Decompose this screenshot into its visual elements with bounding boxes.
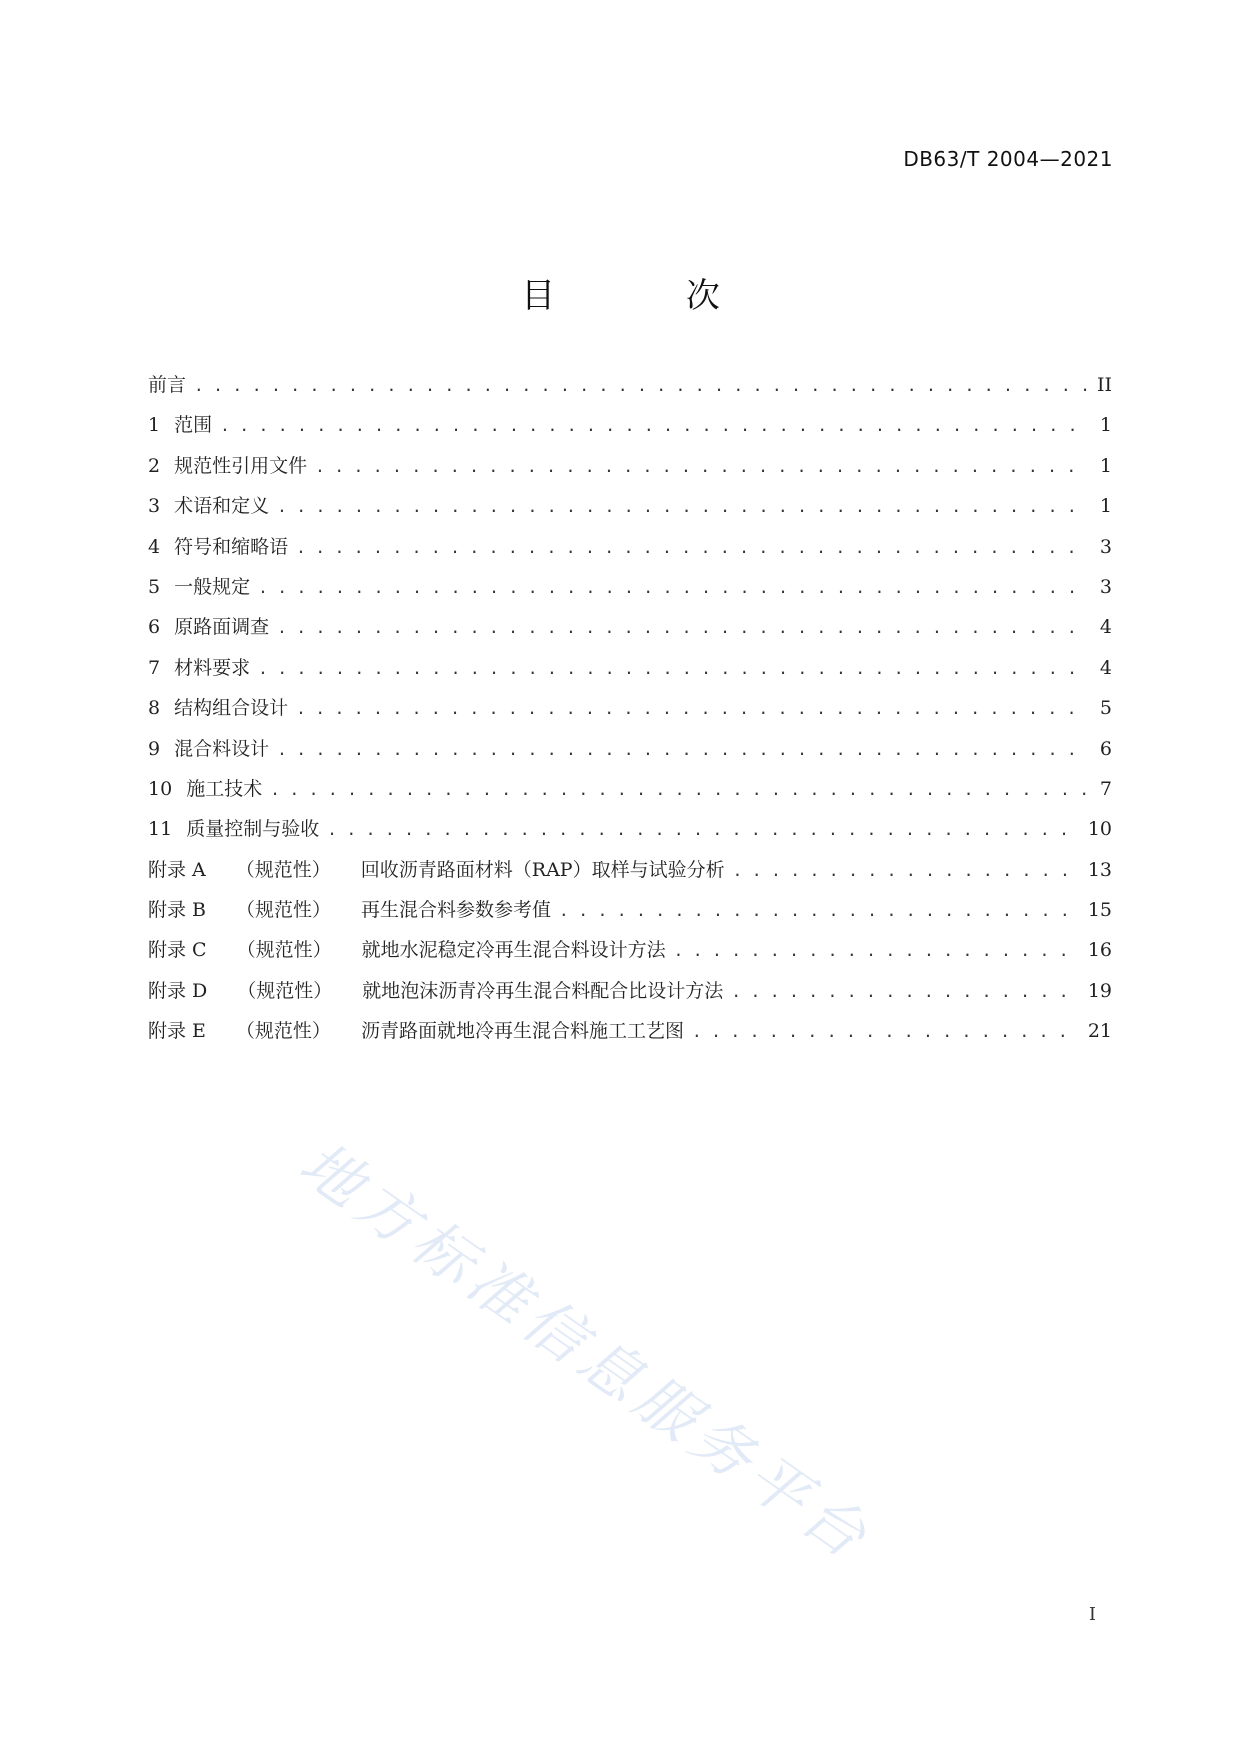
toc-leader-dots <box>277 497 1088 516</box>
toc-entry-1[interactable] <box>148 410 1112 450</box>
toc-appendix-number: 附录 C <box>148 939 207 962</box>
toc-entry-page: 1 <box>1099 414 1112 437</box>
toc-appendix-b[interactable] <box>148 895 1112 935</box>
toc-leader-dots <box>731 982 1078 1001</box>
toc-entry-10[interactable] <box>148 774 1112 814</box>
toc-entry-5[interactable] <box>148 572 1112 612</box>
toc-entry-preface[interactable] <box>148 370 1112 410</box>
toc-entry-label: 前言 <box>148 374 187 396</box>
toc-entry-4[interactable] <box>148 532 1112 572</box>
toc-entry-number: 5 <box>148 575 161 598</box>
toc-appendix-number: 附录 B <box>148 899 207 922</box>
toc-leader-dots <box>559 901 1078 920</box>
toc-leader-dots <box>277 618 1088 637</box>
toc-leader-dots <box>733 861 1078 880</box>
toc-entry-6[interactable] <box>148 612 1112 652</box>
toc-entry-number: 1 <box>148 414 161 437</box>
toc-leader-dots <box>194 376 1087 395</box>
toc-leader-dots <box>296 699 1088 718</box>
toc-appendix-e[interactable] <box>148 1016 1112 1056</box>
toc-entry-page: 4 <box>1099 616 1112 639</box>
toc-leader-dots <box>258 659 1088 678</box>
toc-leader-dots <box>327 820 1078 839</box>
toc-entry-label: 一般规定 <box>174 575 251 598</box>
toc-appendix-page: 15 <box>1087 899 1112 922</box>
toc-appendix-type: （规范性） <box>237 979 333 1002</box>
toc-entry-page: 3 <box>1099 535 1112 558</box>
toc-leader-dots <box>258 578 1088 597</box>
toc-entry-page: 4 <box>1099 656 1112 679</box>
toc-entry-9[interactable] <box>148 734 1112 774</box>
toc-entry-page: 6 <box>1099 737 1112 760</box>
toc-leader-dots <box>692 1022 1078 1041</box>
toc-appendix-type: （规范性） <box>235 858 331 881</box>
toc-entry-number: 6 <box>148 616 161 639</box>
toc-leader-dots <box>220 416 1088 435</box>
toc-entry-page: 10 <box>1087 818 1112 841</box>
toc-appendix-label: 就地泡沫沥青冷再生混合料配合比设计方法 <box>362 979 724 1002</box>
toc-appendix-a[interactable] <box>148 855 1112 895</box>
toc-leader-dots <box>270 780 1088 799</box>
toc-appendix-type: （规范性） <box>236 939 332 962</box>
toc-entry-page: 7 <box>1099 777 1112 800</box>
toc-entry-number: 11 <box>148 818 173 841</box>
toc-appendix-number: 附录 E <box>148 1020 206 1043</box>
toc-entry-number: 8 <box>148 697 161 720</box>
toc-entry-label: 质量控制与验收 <box>186 818 320 841</box>
toc-appendix-page: 21 <box>1087 1020 1112 1043</box>
toc-entry-2[interactable] <box>148 451 1112 491</box>
toc-entry-8[interactable] <box>148 693 1112 733</box>
toc-entry-number: 2 <box>148 454 161 477</box>
toc-entry-label: 术语和定义 <box>174 495 270 518</box>
toc-entry-7[interactable] <box>148 653 1112 693</box>
page-number: I <box>1088 1604 1096 1625</box>
toc-appendix-number: 附录 A <box>148 858 206 881</box>
standard-code: DB63/T 2004—2021 <box>903 147 1113 171</box>
toc-entry-page: 1 <box>1099 495 1112 518</box>
toc-entry-3[interactable] <box>148 491 1112 531</box>
toc-entry-page: II <box>1096 374 1112 396</box>
toc-entry-label: 范围 <box>174 414 213 437</box>
toc-appendix-type: （规范性） <box>236 899 332 922</box>
toc-entry-number: 7 <box>148 656 161 679</box>
toc-appendix-page: 16 <box>1087 939 1112 962</box>
toc-entry-number: 4 <box>148 535 161 558</box>
toc-entry-label: 原路面调查 <box>174 616 270 639</box>
table-of-contents <box>148 370 1112 1057</box>
toc-appendix-label: 沥青路面就地冷再生混合料施工工艺图 <box>360 1020 684 1043</box>
toc-appendix-label: 回收沥青路面材料（RAP）取样与试验分析 <box>360 858 725 881</box>
toc-entry-page: 1 <box>1099 454 1112 477</box>
toc-appendix-label: 再生混合料参数参考值 <box>361 899 552 922</box>
page-title: 目 次 <box>521 276 780 316</box>
toc-entry-page: 3 <box>1099 575 1112 598</box>
toc-entry-11[interactable] <box>148 814 1112 854</box>
toc-entry-number: 3 <box>148 495 161 518</box>
toc-leader-dots <box>277 740 1088 759</box>
toc-entry-label: 符号和缩略语 <box>174 535 289 558</box>
toc-entry-label: 施工技术 <box>186 777 263 800</box>
toc-entry-label: 材料要求 <box>174 656 251 679</box>
watermark: 地方标准信息服务平台 <box>287 1128 885 1576</box>
toc-entry-page: 5 <box>1099 697 1112 720</box>
toc-leader-dots <box>296 538 1088 557</box>
toc-appendix-c[interactable] <box>148 935 1112 975</box>
toc-appendix-d[interactable] <box>148 976 1112 1016</box>
toc-entry-label: 混合料设计 <box>174 737 270 760</box>
toc-entry-label: 规范性引用文件 <box>174 454 308 477</box>
toc-appendix-page: 19 <box>1087 979 1112 1002</box>
toc-appendix-label: 就地水泥稳定冷再生混合料设计方法 <box>361 939 666 962</box>
toc-appendix-number: 附录 D <box>148 979 208 1002</box>
toc-entry-label: 结构组合设计 <box>174 697 289 720</box>
toc-leader-dots <box>315 457 1088 476</box>
toc-entry-number: 10 <box>148 777 173 800</box>
toc-appendix-page: 13 <box>1087 858 1112 881</box>
toc-leader-dots <box>674 941 1078 960</box>
toc-appendix-type: （规范性） <box>235 1020 331 1043</box>
toc-entry-number: 9 <box>148 737 161 760</box>
